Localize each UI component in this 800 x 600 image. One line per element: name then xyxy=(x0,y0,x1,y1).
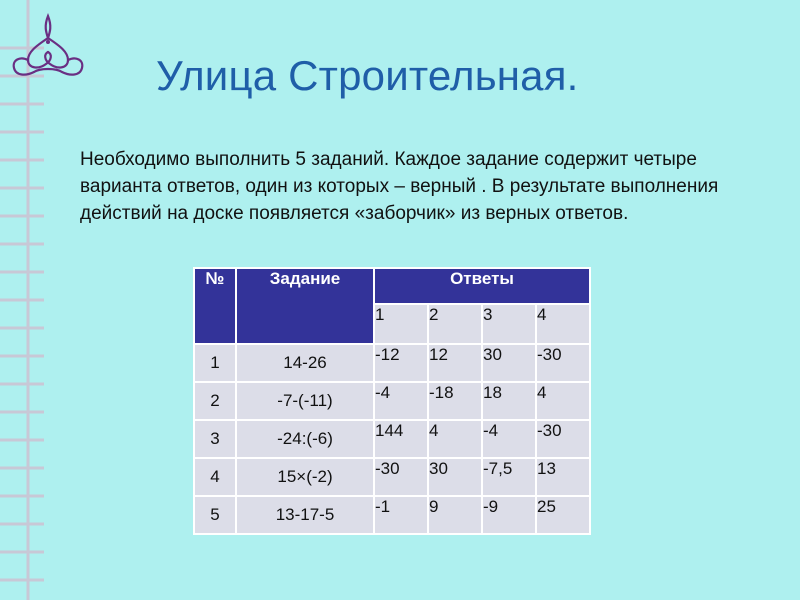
answer-option: -9 xyxy=(482,496,536,534)
answer-option: 18 xyxy=(482,382,536,420)
answer-option: 12 xyxy=(428,344,482,382)
answer-option: 25 xyxy=(536,496,590,534)
page-title: Улица Строительная. xyxy=(156,52,579,99)
answer-option: 4 xyxy=(536,382,590,420)
answer-option: -12 xyxy=(374,344,428,382)
table-row xyxy=(194,458,590,496)
row-number: 2 xyxy=(194,382,236,420)
header-answers: Ответы xyxy=(374,268,590,304)
table-row xyxy=(194,382,590,420)
task-expression: -24:(-6) xyxy=(236,420,374,458)
row-number: 4 xyxy=(194,458,236,496)
answer-option: -1 xyxy=(374,496,428,534)
table-row xyxy=(194,420,590,458)
answer-option: -4 xyxy=(482,420,536,458)
answer-option: -30 xyxy=(536,344,590,382)
row-number: 1 xyxy=(194,344,236,382)
task-expression: 14-26 xyxy=(236,344,374,382)
answer-column-2: 2 xyxy=(428,304,482,344)
header-task: Задание xyxy=(236,268,374,344)
answer-column-3: 3 xyxy=(482,304,536,344)
answer-option: -7,5 xyxy=(482,458,536,496)
ornament-icon xyxy=(6,12,90,84)
table-row xyxy=(194,344,590,382)
table-row xyxy=(194,496,590,534)
answer-option: 30 xyxy=(428,458,482,496)
answer-option: -4 xyxy=(374,382,428,420)
row-number: 3 xyxy=(194,420,236,458)
answer-option: -30 xyxy=(374,458,428,496)
task-expression: 13-17-5 xyxy=(236,496,374,534)
answer-option: 144 xyxy=(374,420,428,458)
answer-option: 4 xyxy=(428,420,482,458)
answer-option: 9 xyxy=(428,496,482,534)
task-expression: -7-(-11) xyxy=(236,382,374,420)
answer-option: 30 xyxy=(482,344,536,382)
answer-column-1: 1 xyxy=(374,304,428,344)
intro-text: Необходимо выполнить 5 заданий. Каждое задание содержит четыре варианта ответов, один из которых – верный . В результате выполнения действий на доске появляется «заборчик» из верных ответов. xyxy=(80,149,719,224)
task-expression: 15×(-2) xyxy=(236,458,374,496)
decorative-grid xyxy=(0,0,48,600)
row-number: 5 xyxy=(194,496,236,534)
tasks-table xyxy=(193,267,591,535)
header-number: № xyxy=(194,268,236,344)
answer-option: -18 xyxy=(428,382,482,420)
answer-option: -30 xyxy=(536,420,590,458)
answer-option: 13 xyxy=(536,458,590,496)
answer-column-4: 4 xyxy=(536,304,590,344)
